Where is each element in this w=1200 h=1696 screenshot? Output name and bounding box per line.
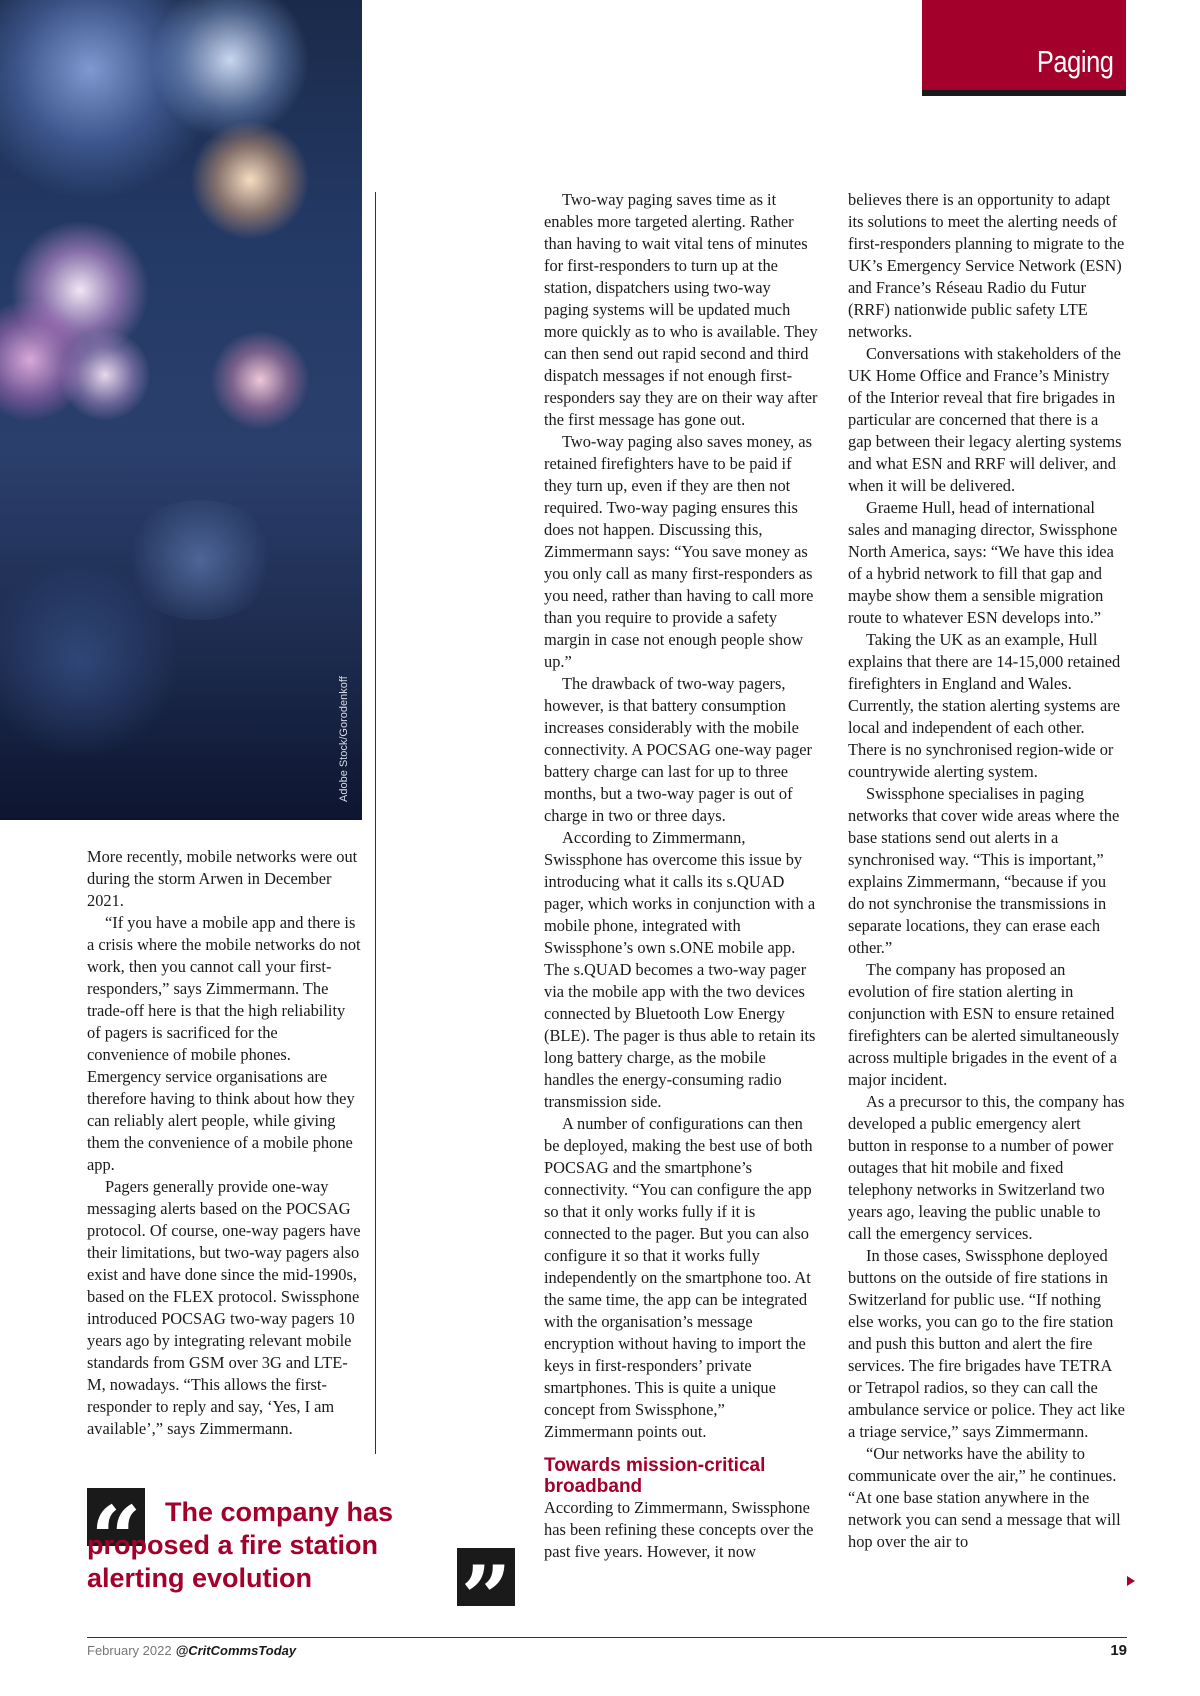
page-number: 19 bbox=[1110, 1642, 1127, 1659]
paragraph: A number of configurations can then be deployed, making the best use of both POCSAG and the smartphone’s connectivity. “You can configure the app so that it only works fully if it is connected to the pager. But you can also configure it so that it works fully independently on the smartphone too. At the same time, the app can be integrated with the organisation’s message encryption without having to import the keys in first-responders’ private smartphones. This is quite a unique concept from Swissphone,” Zimmermann points out. bbox=[544, 1114, 813, 1441]
paragraph: Two-way paging saves time as it enables more targeted alerting. Rather than having to wait vital tens of minutes for first-responders to turn up at the station, dispatchers using two-way paging systems will be updated much more quickly as to who is available. They can then send out rapid second and third dispatch messages if not enough first-responders say they are on their way after the first message has gone out. bbox=[544, 190, 818, 429]
article-column-1 bbox=[87, 846, 362, 1440]
paragraph: The company has proposed an evolution of fire station alerting in conjunction with ESN to ensure retained firefighters can be alerted simultaneously across multiple brigades in the event of a major incident. bbox=[848, 960, 1120, 1089]
paragraph: The drawback of two-way pagers, however, is that battery consumption increases considerably with the mobile connectivity. A POCSAG one-way pager battery charge can last for up to three months, but a two-way pager is out of charge in two or three days. bbox=[544, 674, 812, 825]
article-column-3 bbox=[848, 189, 1126, 1553]
column-rule-left bbox=[375, 192, 376, 1454]
section-label: Paging bbox=[1037, 44, 1114, 79]
paragraph: More recently, mobile networks were out during the storm Arwen in December 2021. bbox=[87, 847, 358, 910]
paragraph: “If you have a mobile app and there is a crisis where the mobile networks do not work, then you cannot call your first-responders,” says Zimmermann. The trade-off here is that the high reliability of pagers is sacrificed for the convenience of mobile phones. Emergency service organisations are therefore having to think about how they can reliably alert people, while giving them the convenience of a mobile phone app. bbox=[87, 913, 361, 1174]
pull-quote-text: The company has proposed a fire station alerting evolution bbox=[87, 1497, 394, 1593]
paragraph: According to Zimmermann, Swissphone has overcome this issue by introducing what it calls its s.QUAD pager, which works in conjunction with a mobile phone, integrated with Swissphone’s own s.ONE mobile app. The s.QUAD becomes a two-way pager via the mobile app with the two devices connected by Bluetooth Low Energy (BLE). The pager is thus able to retain its long battery charge, as the mobile handles the energy-consuming radio transmission side. bbox=[544, 828, 816, 1111]
continue-arrow-icon bbox=[1127, 1576, 1135, 1586]
paragraph: Graeme Hull, head of international sales and managing director, Swissphone North America, says: “We have this idea of a hybrid network to fill that gap and maybe show them a sensible migration route to whatever ESN develops into.” bbox=[848, 498, 1118, 627]
open-quote-icon: “ bbox=[87, 1488, 145, 1546]
footer bbox=[87, 1643, 296, 1658]
article-column-2 bbox=[544, 189, 818, 1563]
paragraph: believes there is an opportunity to adapt its solutions to meet the alerting needs of first-responders planning to migrate to the UK’s Emergency Service Network (ESN) and France’s Réseau Radio du Futur (RRF) nationwide public safety LTE networks. bbox=[848, 190, 1125, 341]
paragraph: Conversations with stakeholders of the UK Home Office and France’s Ministry of the Interior reveal that fire brigades in particular are concerned that there is a gap between their legacy alerting systems and what ESN and RRF will deliver, and when it will be delivered. bbox=[848, 344, 1122, 495]
paragraph: Pagers generally provide one-way messaging alerts based on the POCSAG protocol. Of course, one-way pagers have their limitations, but two-way pagers also exist and have done since the mid-1990s, based on the FLEX protocol. Swissphone introduced POCSAG two-way pagers 10 years ago by integrating relevant mobile standards from GSM over 3G and LTE-M, nowadays. “This allows the first-responder to reply and say, ‘Yes, I am available’,” says Zimmermann. bbox=[87, 1177, 361, 1438]
footer-date: February 2022 bbox=[87, 1643, 172, 1658]
footer-rule bbox=[87, 1637, 1127, 1638]
paragraph: According to Zimmermann, Swissphone has been refining these concepts over the past five years. However, it now bbox=[544, 1498, 814, 1561]
close-quote-icon: ” bbox=[457, 1548, 515, 1606]
paragraph: Taking the UK as an example, Hull explains that there are 14-15,000 retained firefighters in England and Wales. Currently, the station alerting systems are local and independent of each other. There is no synchronised region-wide or countrywide alerting system. bbox=[848, 630, 1121, 781]
section-tab bbox=[922, 0, 1126, 96]
paragraph: Swissphone specialises in paging networks that cover wide areas where the base stations send out alerts in a synchronised way. “This is important,” explains Zimmermann, “because if you do not synchronise the transmissions in separate locations, they can erase each other.” bbox=[848, 784, 1120, 957]
paragraph: In those cases, Swissphone deployed buttons on the outside of fire stations in Switzerland for public use. “If nothing else works, you can go to the fire station and push this button and alert the fire services. The fire brigades have TETRA or Tetrapol radios, so they can call the ambulance service or police. They act like a triage service,” says Zimmermann. bbox=[848, 1246, 1125, 1441]
section-subheading: Towards mission-critical broadband bbox=[544, 1455, 766, 1497]
footer-handle: @CritCommsToday bbox=[175, 1643, 297, 1658]
hero-photo bbox=[0, 0, 362, 820]
paragraph: “Our networks have the ability to communicate over the air,” he continues. “At one base station anywhere in the network you can send a message that will hop over the air to bbox=[848, 1444, 1121, 1551]
pull-quote bbox=[87, 1488, 517, 1606]
photo-credit: Adobe Stock/Gorodenkoff bbox=[338, 676, 350, 802]
section-tab-underline bbox=[922, 90, 1126, 96]
paragraph: As a precursor to this, the company has developed a public emergency alert button in response to a number of power outages that hit mobile and fixed telephony networks in Switzerland two years ago, leaving the public unable to call the emergency services. bbox=[848, 1092, 1125, 1243]
paragraph: Two-way paging also saves money, as retained firefighters have to be paid if they turn up, even if they are then not required. Two-way paging ensures this does not happen. Discussing this, Zimmermann says: “You save money as you only call as many first-responders as you need, rather than having to call more than you require to provide a safety margin in case not enough people show up.” bbox=[544, 432, 814, 671]
